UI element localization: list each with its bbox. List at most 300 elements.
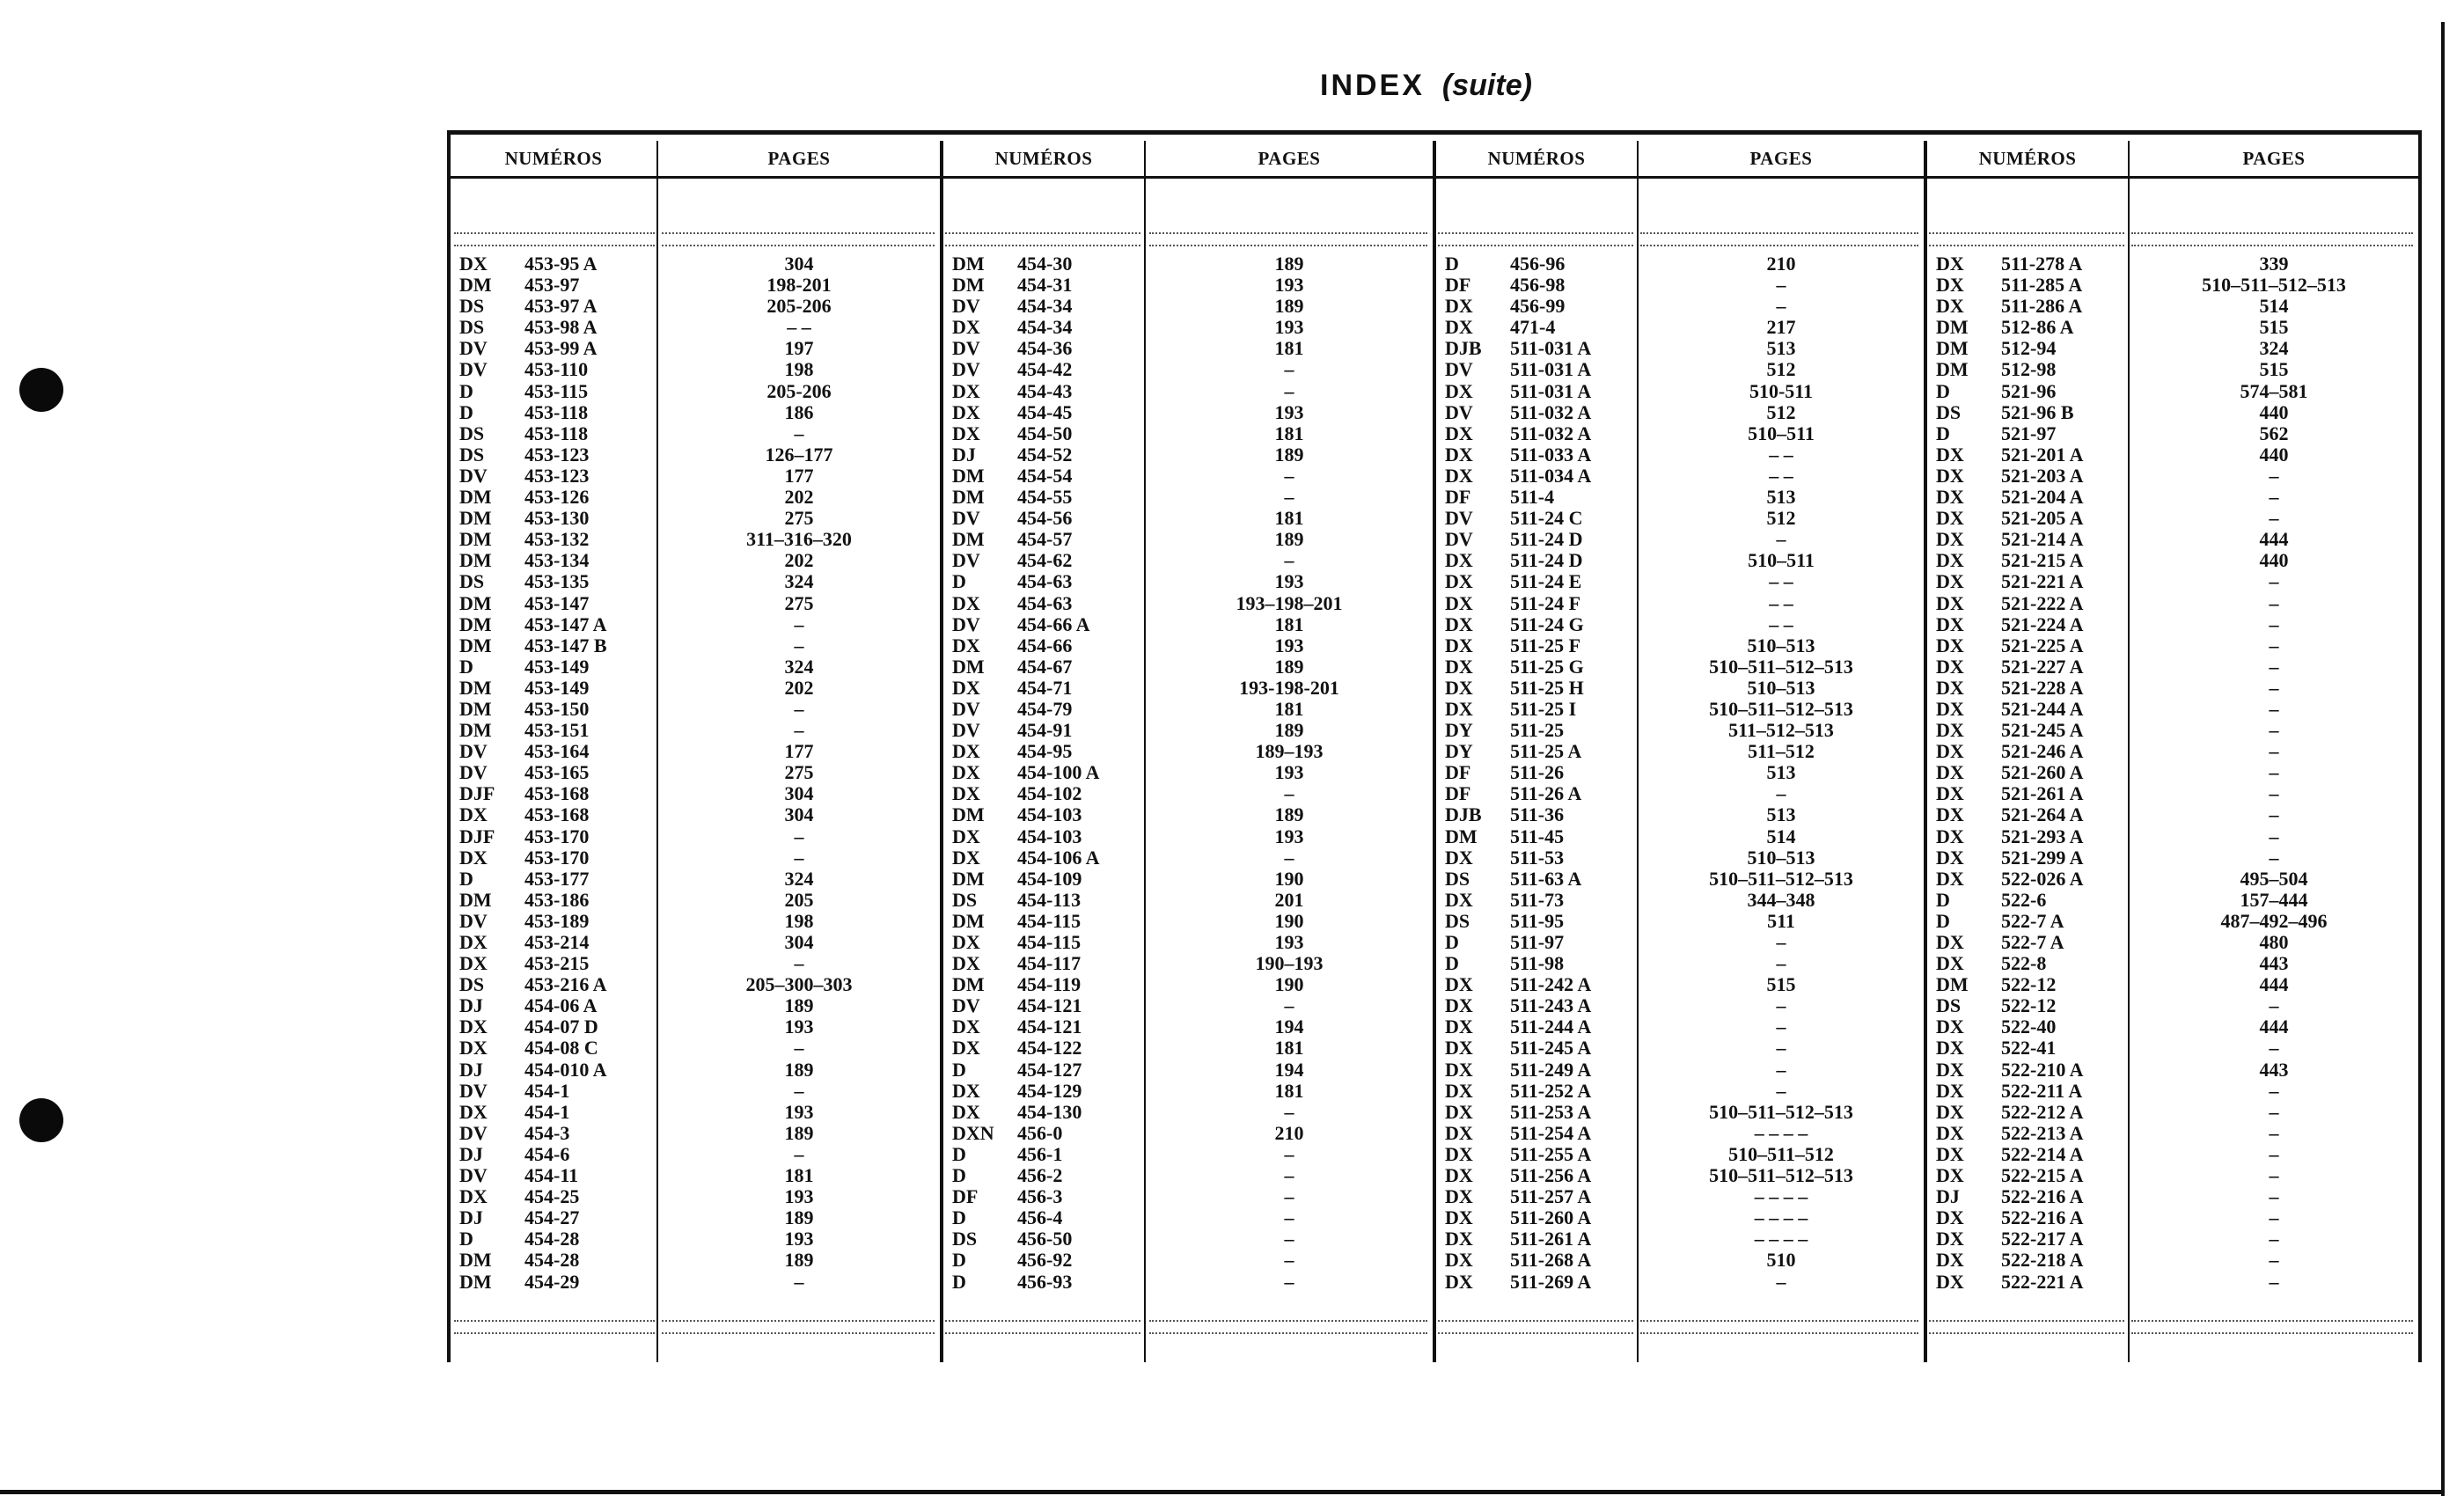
page-ref: 181 <box>784 1164 814 1187</box>
index-row <box>459 1250 940 1271</box>
page-ref: 190–193 <box>1255 952 1324 975</box>
page-ref: 193 <box>1274 931 1304 953</box>
index-row <box>952 423 1433 444</box>
part-number: 521-246 A <box>2001 740 2084 763</box>
number-prefix: DM <box>952 274 985 297</box>
page-ref: 181 <box>1274 1079 1304 1102</box>
table-top-border <box>447 130 2422 135</box>
part-number: 454-102 <box>1017 782 1082 805</box>
part-number: 511-24 D <box>1510 549 1583 572</box>
index-row <box>459 317 940 338</box>
header-pages-2: PAGES <box>1258 148 1321 169</box>
index-row <box>459 847 940 869</box>
index-row <box>459 1144 940 1165</box>
page-ref: – <box>2269 994 2279 1017</box>
number-prefix: DX <box>1445 1249 1473 1272</box>
number-prefix: DX <box>459 931 488 953</box>
page-ref: – <box>794 1037 804 1060</box>
index-row <box>952 890 1433 911</box>
page-ref: – – <box>787 316 811 339</box>
page-ref: 186 <box>784 400 814 423</box>
number-prefix: DX <box>1936 507 1964 530</box>
index-row <box>952 444 1433 466</box>
part-number: 453-132 <box>524 528 590 551</box>
index-column-2 <box>952 253 1433 1293</box>
page-ref: – <box>794 634 804 656</box>
index-row <box>952 1272 1433 1293</box>
number-prefix: DX <box>1936 464 1964 487</box>
part-number: 454-010 A <box>524 1058 607 1081</box>
index-row <box>952 1038 1433 1059</box>
number-prefix: D <box>1445 952 1459 975</box>
page-ref: – <box>2269 655 2279 678</box>
part-number: 521-97 <box>2001 422 2057 444</box>
page-ref: – <box>2269 634 2279 656</box>
page-ref: – <box>2269 1100 2279 1123</box>
part-number: 511-24 C <box>1510 507 1583 530</box>
number-prefix: DX <box>1936 1079 1964 1102</box>
header-numeros-3: NUMÉROS <box>1487 148 1586 169</box>
index-row <box>459 953 940 974</box>
index-row <box>1936 783 2418 804</box>
part-number: 522-216 A <box>2001 1185 2084 1208</box>
index-row <box>952 699 1433 720</box>
index-row <box>1445 953 1924 974</box>
page-ref: 324 <box>784 570 814 593</box>
page-ref: 181 <box>1274 422 1304 444</box>
part-number: 511-98 <box>1510 952 1565 975</box>
number-prefix: DV <box>459 1079 488 1102</box>
number-prefix: DM <box>459 1270 492 1293</box>
index-row <box>459 804 940 825</box>
index-row <box>1936 381 2418 402</box>
number-prefix: DX <box>952 634 980 656</box>
part-number: 511-24 F <box>1510 591 1581 614</box>
index-row <box>1445 381 1924 402</box>
dotted-rule <box>1438 1332 1633 1334</box>
index-row <box>459 381 940 402</box>
index-row <box>952 720 1433 741</box>
index-row <box>1445 402 1924 423</box>
index-row <box>1445 593 1924 614</box>
index-row <box>1936 1250 2418 1271</box>
index-row <box>952 1250 1433 1271</box>
part-number: 454-06 A <box>524 994 598 1017</box>
page-ref: 510–511 <box>1748 422 1815 444</box>
index-row <box>1936 1081 2418 1102</box>
index-row <box>952 614 1433 635</box>
part-number: 521-228 A <box>2001 676 2084 699</box>
part-number: 511-24 E <box>1510 570 1582 593</box>
page-ref: 193 <box>784 1100 814 1123</box>
number-prefix: D <box>952 1206 966 1229</box>
page-ref: 515 <box>2259 358 2289 381</box>
part-number: 454-31 <box>1017 274 1073 297</box>
index-row <box>459 656 940 678</box>
number-prefix: DX <box>1445 1228 1473 1250</box>
page-ref: 193–198–201 <box>1236 591 1343 614</box>
index-row <box>459 550 940 571</box>
page-ref: – <box>1776 295 1786 318</box>
number-prefix: DF <box>1445 761 1471 784</box>
index-row <box>952 953 1433 974</box>
index-row <box>1936 550 2418 571</box>
page-ref: – <box>2269 1228 2279 1250</box>
page-ref: – <box>2269 1037 2279 1060</box>
part-number: 511-285 A <box>2001 274 2083 297</box>
part-number: 511-034 A <box>1510 464 1592 487</box>
part-number: 454-6 <box>524 1142 570 1165</box>
part-number: 511-25 F <box>1510 634 1581 656</box>
part-number: 453-95 A <box>524 253 598 275</box>
part-number: 453-123 <box>524 443 590 466</box>
page-ref: 217 <box>1766 316 1796 339</box>
number-prefix: D <box>1936 888 1950 911</box>
part-number: 511-25 <box>1510 719 1565 742</box>
part-number: 521-227 A <box>2001 655 2084 678</box>
page-ref: 510–511–512–513 <box>2202 274 2346 297</box>
page-ref: – <box>2269 825 2279 847</box>
number-prefix: DS <box>1936 994 1962 1017</box>
number-prefix: DX <box>1936 655 1964 678</box>
index-row <box>952 974 1433 995</box>
number-prefix: DM <box>459 612 492 635</box>
index-row <box>1445 699 1924 720</box>
page-ref: 181 <box>1274 337 1304 360</box>
part-number: 521-201 A <box>2001 443 2084 466</box>
dotted-rule <box>2131 1320 2413 1322</box>
index-row <box>1445 1144 1924 1165</box>
number-prefix: DM <box>459 697 492 720</box>
part-number: 453-134 <box>524 549 590 572</box>
page-ref: 444 <box>2259 528 2289 551</box>
number-prefix: DJF <box>459 825 495 847</box>
page-ref: – – – – <box>1754 1206 1808 1229</box>
page-ref: 189 <box>1274 443 1304 466</box>
number-prefix: DV <box>1445 507 1473 530</box>
part-number: 454-45 <box>1017 400 1073 423</box>
number-prefix: DX <box>952 591 980 614</box>
index-row <box>1445 338 1924 359</box>
number-prefix: DX <box>1936 1121 1964 1144</box>
page-ref: 514 <box>1766 825 1796 847</box>
index-row <box>459 444 940 466</box>
part-number: 453-126 <box>524 486 590 509</box>
page-ref: – <box>794 422 804 444</box>
part-number: 453-110 <box>524 358 589 381</box>
number-prefix: DX <box>1936 253 1964 275</box>
index-row <box>1445 317 1924 338</box>
number-prefix: DX <box>952 422 980 444</box>
number-prefix: DV <box>952 337 980 360</box>
index-row <box>459 635 940 656</box>
page-ref: 177 <box>784 464 814 487</box>
part-number: 521-96 B <box>2001 400 2074 423</box>
part-number: 453-147 A <box>524 612 607 635</box>
dotted-rule <box>1438 232 1633 234</box>
page-ref: 181 <box>1274 507 1304 530</box>
part-number: 521-215 A <box>2001 549 2084 572</box>
number-prefix: DX <box>1936 1100 1964 1123</box>
number-prefix: DS <box>1445 867 1470 890</box>
table-left-border <box>447 130 451 1362</box>
page-ref: – <box>794 1079 804 1102</box>
index-row <box>459 1186 940 1207</box>
part-number: 456-1 <box>1017 1142 1063 1165</box>
part-number: 511-53 <box>1510 846 1565 869</box>
part-number: 521-260 A <box>2001 761 2084 784</box>
page-ref: – <box>794 697 804 720</box>
dotted-rule <box>1438 1320 1633 1322</box>
page-ref: 190 <box>1274 973 1304 996</box>
number-prefix: DJB <box>1445 803 1482 826</box>
page-ref: 198 <box>784 358 814 381</box>
index-row <box>1936 423 2418 444</box>
page-ref: 275 <box>784 761 814 784</box>
number-prefix: DX <box>1936 570 1964 593</box>
index-row <box>952 487 1433 508</box>
part-number: 454-62 <box>1017 549 1073 572</box>
index-row <box>459 678 940 699</box>
page-ref: – – <box>1769 612 1793 635</box>
index-row <box>1936 953 2418 974</box>
number-prefix: D <box>459 655 473 678</box>
dotted-rule <box>1149 232 1427 234</box>
number-prefix: DX <box>952 316 980 339</box>
number-prefix: DS <box>952 1228 978 1250</box>
part-number: 453-215 <box>524 952 590 975</box>
number-prefix: DM <box>459 1249 492 1272</box>
page-ref: 562 <box>2259 422 2289 444</box>
number-prefix: DS <box>459 570 485 593</box>
dotted-rule <box>2131 1332 2413 1334</box>
page-ref: 515 <box>2259 316 2289 339</box>
number-prefix: DX <box>952 931 980 953</box>
part-number: 454-63 <box>1017 570 1073 593</box>
index-column-4 <box>1936 253 2418 1293</box>
index-row <box>1936 1123 2418 1144</box>
part-number: 454-117 <box>1017 952 1082 975</box>
part-number: 454-66 <box>1017 634 1073 656</box>
index-row <box>952 529 1433 550</box>
number-prefix: D <box>952 1164 966 1187</box>
number-prefix: DX <box>1936 1058 1964 1081</box>
part-number: 454-71 <box>1017 676 1073 699</box>
part-number: 454-115 <box>1017 909 1082 932</box>
index-row <box>1445 826 1924 847</box>
page-ref: – <box>2269 612 2279 635</box>
page-ref: 193 <box>1274 761 1304 784</box>
index-row <box>1936 635 2418 656</box>
number-prefix: DX <box>1445 379 1473 402</box>
header-numeros-1: NUMÉROS <box>504 148 603 169</box>
index-row <box>1445 656 1924 678</box>
index-row <box>1936 1016 2418 1038</box>
index-row <box>952 762 1433 783</box>
index-row <box>1445 1081 1924 1102</box>
index-row <box>1445 932 1924 953</box>
index-row <box>952 995 1433 1016</box>
page-ref: 189 <box>784 1058 814 1081</box>
index-row <box>952 253 1433 275</box>
number-prefix: DXN <box>952 1121 994 1144</box>
number-prefix: D <box>1445 253 1459 275</box>
number-prefix: DV <box>952 994 980 1017</box>
page-ref: 205–300–303 <box>745 973 853 996</box>
page-ref: 190 <box>1274 909 1304 932</box>
number-prefix: DX <box>1445 1270 1473 1293</box>
index-row <box>459 826 940 847</box>
number-prefix: DF <box>1445 274 1471 297</box>
page-ref: 193 <box>784 1228 814 1250</box>
number-prefix: DX <box>952 1100 980 1123</box>
part-number: 511-254 A <box>1510 1121 1592 1144</box>
page-title <box>1320 69 1532 103</box>
part-number: 522-218 A <box>2001 1249 2084 1272</box>
part-number: 521-299 A <box>2001 846 2084 869</box>
number-prefix: DJB <box>1445 337 1482 360</box>
index-row <box>459 720 940 741</box>
index-row <box>952 1228 1433 1250</box>
page-ref: – <box>1776 274 1786 297</box>
number-prefix: D <box>952 1058 966 1081</box>
page-ref: – <box>1284 1228 1294 1250</box>
number-prefix: DM <box>952 909 985 932</box>
index-row <box>1936 338 2418 359</box>
page-ref: 511 <box>1767 909 1795 932</box>
index-row <box>952 381 1433 402</box>
index-row <box>1936 1186 2418 1207</box>
dotted-rule <box>1929 232 2124 234</box>
number-prefix: DV <box>459 337 488 360</box>
index-row <box>1445 487 1924 508</box>
number-prefix: DJ <box>459 1206 483 1229</box>
index-row <box>1936 656 2418 678</box>
page-ref: 514 <box>2259 295 2289 318</box>
index-row <box>1936 1228 2418 1250</box>
part-number: 511-25 I <box>1510 697 1577 720</box>
part-number: 454-127 <box>1017 1058 1082 1081</box>
number-prefix: DX <box>1445 570 1473 593</box>
page-ref: 193 <box>1274 274 1304 297</box>
index-row <box>1936 275 2418 296</box>
index-row <box>1936 1165 2418 1186</box>
page-ref: 193 <box>1274 634 1304 656</box>
part-number: 453-118 <box>524 422 589 444</box>
part-number: 511-25 G <box>1510 655 1584 678</box>
number-prefix: DX <box>1936 697 1964 720</box>
index-row <box>1445 1123 1924 1144</box>
index-row <box>1445 296 1924 317</box>
part-number: 454-79 <box>1017 697 1073 720</box>
index-row <box>952 656 1433 678</box>
index-row <box>1445 804 1924 825</box>
number-prefix: DM <box>459 549 492 572</box>
page-ref: 177 <box>784 740 814 763</box>
index-row <box>459 359 940 380</box>
number-prefix: D <box>952 1249 966 1272</box>
part-number: 511-245 A <box>1510 1037 1592 1060</box>
part-number: 511-26 A <box>1510 782 1582 805</box>
page-ref: – <box>1776 931 1786 953</box>
index-row <box>1936 508 2418 529</box>
index-row <box>1445 529 1924 550</box>
dotted-rule <box>1149 1320 1427 1322</box>
part-number: 511-286 A <box>2001 295 2083 318</box>
page-ref: 197 <box>784 337 814 360</box>
part-number: 522-214 A <box>2001 1142 2084 1165</box>
page-ref: 210 <box>1766 253 1796 275</box>
number-prefix: DX <box>1445 612 1473 635</box>
dotted-rule <box>1929 245 2124 246</box>
header-pages-1: PAGES <box>767 148 831 169</box>
index-row <box>459 402 940 423</box>
part-number: 454-1 <box>524 1079 570 1102</box>
page-ref: 339 <box>2259 253 2289 275</box>
part-number: 454-52 <box>1017 443 1073 466</box>
number-prefix: DM <box>952 253 985 275</box>
part-number: 511-256 A <box>1510 1164 1592 1187</box>
part-number: 453-151 <box>524 719 590 742</box>
index-row <box>459 1038 940 1059</box>
dotted-rule <box>454 232 655 234</box>
index-row <box>952 1060 1433 1081</box>
number-prefix: DX <box>952 676 980 699</box>
index-column-1 <box>459 253 940 1293</box>
number-prefix: DV <box>952 358 980 381</box>
page-ref: 510–511–512–513 <box>1709 655 1853 678</box>
header-pages-4: PAGES <box>2242 148 2306 169</box>
index-row <box>459 466 940 487</box>
page-ref: – <box>1284 549 1294 572</box>
number-prefix: DX <box>1445 422 1473 444</box>
page-ref: 205-206 <box>766 295 832 318</box>
index-row <box>1445 1207 1924 1228</box>
part-number: 511-243 A <box>1510 994 1592 1017</box>
number-prefix: DX <box>1936 740 1964 763</box>
part-number: 453-186 <box>524 888 590 911</box>
page-ref: 440 <box>2259 443 2289 466</box>
page-ref: 193 <box>1274 316 1304 339</box>
index-row <box>1936 444 2418 466</box>
part-number: 454-30 <box>1017 253 1073 275</box>
index-row <box>459 1081 940 1102</box>
part-number: 453-177 <box>524 867 590 890</box>
number-prefix: DV <box>459 761 488 784</box>
number-prefix: D <box>952 1270 966 1293</box>
page-ref: 181 <box>1274 1037 1304 1060</box>
part-number: 522-216 A <box>2001 1206 2084 1229</box>
page-ref: – <box>1284 994 1294 1017</box>
number-prefix: DX <box>1936 1016 1964 1038</box>
number-prefix: DX <box>1936 761 1964 784</box>
number-prefix: DM <box>459 719 492 742</box>
number-prefix: DX <box>952 1037 980 1060</box>
number-prefix: DS <box>952 888 978 911</box>
number-prefix: DX <box>1936 443 1964 466</box>
number-prefix: D <box>459 1228 473 1250</box>
page-ref: 181 <box>1274 612 1304 635</box>
header-numeros-2: NUMÉROS <box>994 148 1093 169</box>
part-number: 521-96 <box>2001 379 2057 402</box>
number-prefix: DX <box>1445 846 1473 869</box>
index-row <box>459 1102 940 1123</box>
index-row <box>1936 911 2418 932</box>
number-prefix: DX <box>1445 676 1473 699</box>
index-row <box>1936 571 2418 592</box>
part-number: 453-168 <box>524 782 590 805</box>
part-number: 511-97 <box>1510 931 1565 953</box>
